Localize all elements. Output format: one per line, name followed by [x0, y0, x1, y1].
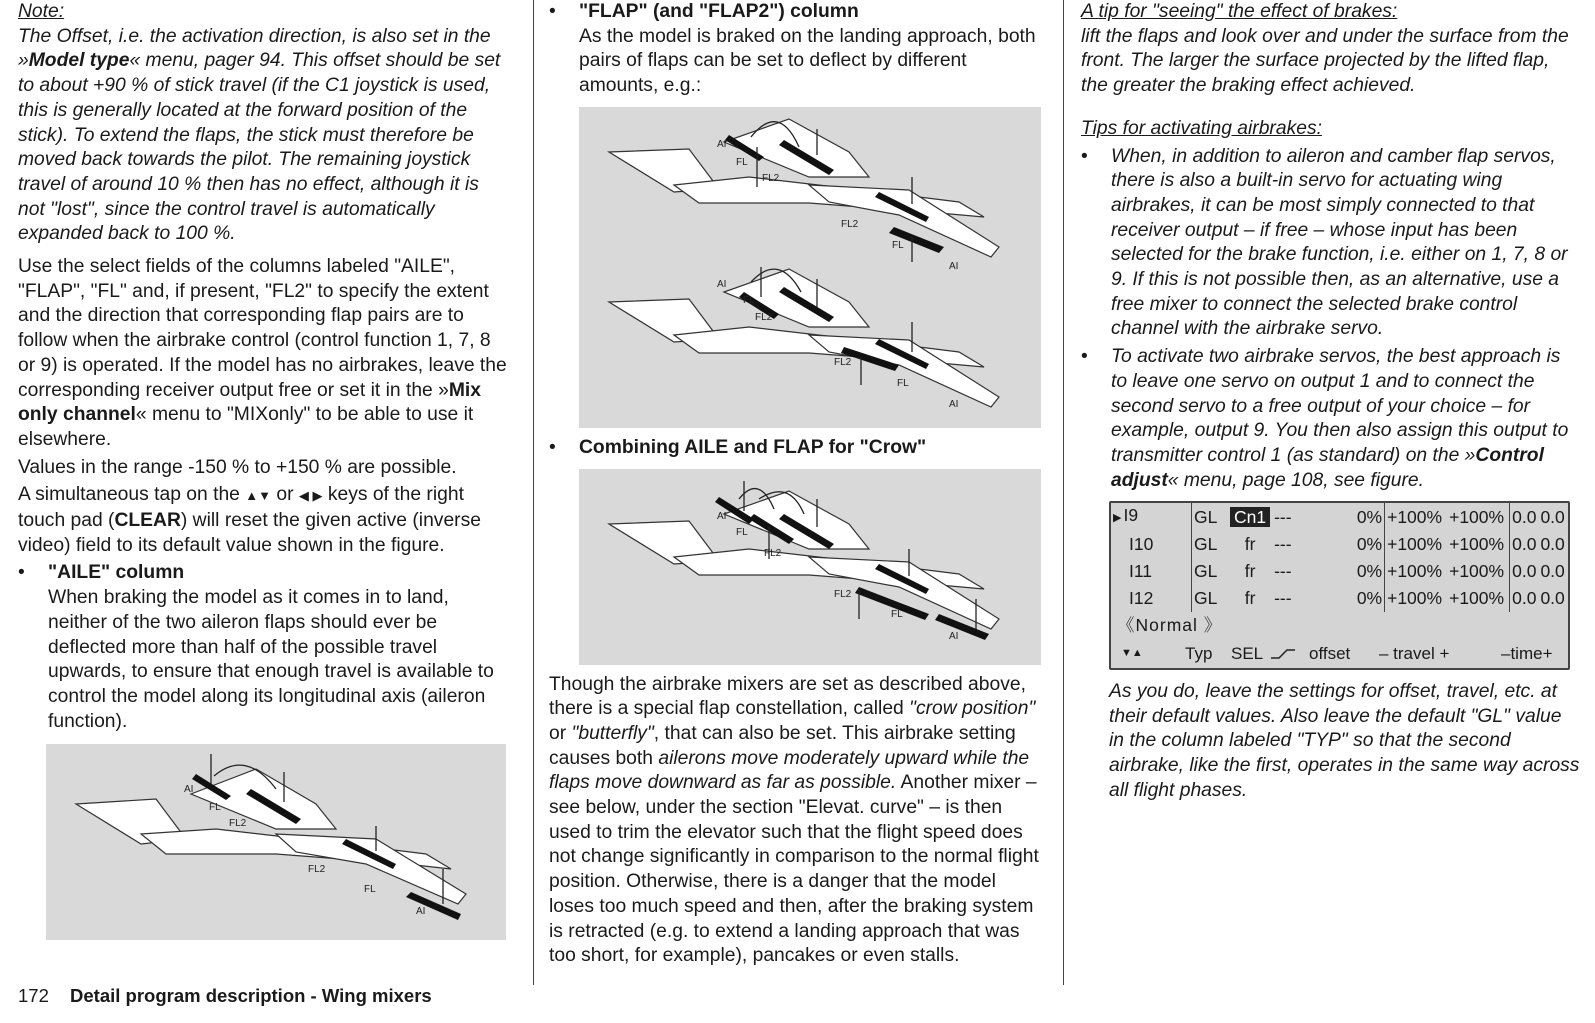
dash-cell[interactable]: --- — [1274, 534, 1292, 555]
header-travel: – travel + — [1379, 644, 1450, 664]
time-up-cell[interactable]: 0.0 — [1510, 585, 1539, 612]
airbrake-tip-2: • To activate two airbrake servos, the best approach is to leave one servo on output 1 and to connect the second servo to a free output of your choice – for example, output 9. You then also assign this output to transmitter control 1 (as standard) on the »Control adjust« menu, page 108, see figure. — [1081, 346, 1569, 491]
label-ai: AI — [184, 784, 194, 796]
airbrake-tips-label: Tips for activating airbrakes: — [1081, 117, 1322, 139]
offset-cell[interactable]: 0% — [1356, 534, 1383, 555]
offset-cell[interactable]: 0% — [1356, 588, 1383, 609]
control-adjust-table — [1111, 503, 1568, 612]
left-right-keys-icon: ◀ ▶ — [298, 488, 323, 504]
screen-header-row — [1111, 639, 1568, 668]
label-fl: FL — [364, 884, 376, 896]
column-divider — [1063, 0, 1064, 985]
section-title: Detail program description - Wing mixers — [70, 985, 432, 1006]
channel-row[interactable] — [1111, 531, 1568, 558]
sel-cell[interactable]: fr — [1244, 561, 1256, 582]
aile-column-heading: "AILE" column — [48, 562, 185, 584]
travel-plus-cell[interactable]: +100% — [1449, 534, 1505, 555]
label-fl: FL — [736, 156, 748, 168]
crow-paragraph: Though the airbrake mixers are set as described above, there is a special flap constellation, called "crow position" or "butterfly", that can also be set. This airbrake setting causes both ailerons move moderately upward while the flaps move downward as far as possible. Another mixer – see below, under the section "Elevat. curve" – is then used to trim the elevator such that the flight speed does not change significantly in comparison to the normal flight position. Otherwise, there is a danger that the model loses too much speed and then, after the braking system is retracted (e.g. to extend a landing approach that was too short, for example), pancakes or even stalls. — [549, 673, 1039, 967]
time-down-cell[interactable]: 0.0 — [1540, 561, 1565, 582]
dash-cell[interactable]: --- — [1274, 506, 1292, 527]
typ-cell[interactable]: GL — [1192, 531, 1229, 558]
time-up-cell[interactable]: 0.0 — [1510, 558, 1539, 585]
aile-column-bullet: • "AILE" column When braking the model as it comes in to land, neither of the two aileron flaps should ever be deflected more than half of the possible travel upwards, to ensure that enough travel is available to control the model along its longitudinal axis (aileron function). — [18, 562, 494, 732]
label-fl2: FL2 — [308, 864, 326, 876]
column-divider — [533, 0, 534, 985]
input-cell[interactable]: ▶ I9 — [1113, 505, 1139, 526]
input-cell[interactable]: I11 — [1129, 561, 1153, 582]
typ-cell[interactable]: GL — [1192, 503, 1229, 531]
dash-cell[interactable]: --- — [1274, 588, 1292, 609]
travel-plus-cell[interactable]: +100% — [1449, 588, 1505, 609]
time-down-cell[interactable]: 0.0 — [1540, 534, 1565, 555]
flap-figure — [579, 107, 1041, 428]
crow-bullet: • Combining AILE and FLAP for "Crow" — [549, 436, 927, 458]
cursor-arrow-icon: ▶ — [1113, 512, 1122, 525]
dash-cell[interactable]: --- — [1274, 561, 1292, 582]
label-ai: AI — [717, 278, 727, 290]
label-fl: FL — [892, 239, 904, 251]
menu-ref-mix-only: Mix only channel — [18, 379, 482, 426]
brake-tip-paragraph: A tip for "seeing" the effect of brakes: lift the flaps and look over and under the surface from the front. The larger the surface projected by the lifted flap, the greater the braking effect achieved. — [1081, 1, 1569, 97]
label-fl2: FL2 — [834, 588, 852, 600]
sel-cell[interactable]: fr — [1244, 588, 1256, 609]
value-range-paragraph: Values in the range -150 % to +150 % are possible. — [18, 456, 457, 478]
control-adjust-screen — [1109, 501, 1570, 670]
label-fl: FL — [743, 294, 755, 306]
label-ai: AI — [416, 906, 426, 918]
offset-cell[interactable]: 0% — [1356, 506, 1383, 527]
label-ai: AI — [949, 398, 959, 410]
crow-heading: Combining AILE and FLAP for "Crow" — [579, 436, 927, 458]
typ-cell[interactable]: GL — [1192, 585, 1229, 612]
clear-paragraph: A simultaneous tap on the ▲▼ or ◀ ▶ keys of the right touch pad (CLEAR) will reset the given active (inverse video) field to its default value shown in the figure. — [18, 484, 481, 556]
label-ai: AI — [949, 630, 959, 642]
column-left — [18, 0, 508, 940]
label-ai: AI — [949, 260, 959, 272]
menu-ref-model-type: Model type — [28, 50, 130, 72]
nav-arrows-icon: ▼▲ — [1121, 647, 1143, 660]
label-fl2: FL2 — [764, 547, 782, 559]
after-figure-paragraph: As you do, leave the settings for offset, travel, etc. at their default values. Also leave the default "GL" value in the column labeled "TYP" so that the second airbrake, like the first, operates in the same way across all flight phases. — [1109, 681, 1580, 801]
page-footer — [18, 985, 432, 1007]
label-fl2: FL2 — [229, 818, 247, 830]
label-ai: AI — [717, 138, 727, 150]
flap-column-heading: "FLAP" (and "FLAP2") column — [579, 1, 859, 22]
time-up-cell[interactable]: 0.0 — [1510, 531, 1539, 558]
typ-cell[interactable]: GL — [1192, 558, 1229, 585]
label-ai: AI — [717, 510, 727, 522]
glider-crow-illustration — [579, 469, 1041, 665]
crow-figure — [579, 469, 1041, 665]
offset-cell[interactable]: 0% — [1356, 561, 1383, 582]
note-paragraph: Note: The Offset, i.e. the activation direction, is also set in the »Model type« menu, pager 94. This offset should be set to about +90 % of stick travel (if the C1 joystick is used, this is generally located at the forward position of the stick). To extend the flaps, the stick must therefore be moved back towards the pilot. The remaining joystick travel of around 10 % then has no effect, although it is not "lost", since the control travel is automatically expanded back to 100 %. — [18, 1, 501, 245]
curve-icon — [1269, 646, 1297, 662]
header-typ: Typ — [1185, 644, 1213, 664]
menu-ref-control-adjust: Control adjust — [1111, 444, 1544, 491]
travel-minus-cell[interactable]: +100% — [1385, 558, 1448, 585]
header-time: –time+ — [1501, 644, 1553, 664]
travel-minus-cell[interactable]: +100% — [1385, 531, 1448, 558]
label-fl: FL — [891, 608, 903, 620]
time-up-cell[interactable]: 0.0 — [1510, 503, 1539, 531]
column-right — [1081, 0, 1581, 804]
travel-plus-cell[interactable]: +100% — [1449, 506, 1505, 527]
sel-cell[interactable]: fr — [1244, 534, 1256, 555]
label-fl2: FL2 — [762, 172, 780, 184]
travel-minus-cell[interactable]: +100% — [1385, 585, 1448, 612]
up-down-keys-icon: ▲▼ — [245, 488, 271, 504]
column-middle — [549, 0, 1043, 972]
note-label: Note: — [18, 1, 65, 22]
label-fl2: FL2 — [755, 311, 773, 323]
glider-aile-illustration — [46, 744, 506, 940]
aile-figure — [46, 744, 506, 940]
travel-plus-cell[interactable]: +100% — [1449, 561, 1505, 582]
channel-row[interactable] — [1111, 558, 1568, 585]
select-fields-paragraph: Use the select fields of the columns labeled "AILE", "FLAP", "FL" and, if present, "FL2" to specify the extent and the direction that corresponding flap pairs are to follow when the airbrake control (control function 1, 7, 8 or 9) is operated. If the model has no airbrakes, leave the corresponding receiver output free or set it in the »Mix only channel« menu to "MIXonly" to be able to use it elsewhere. — [18, 256, 507, 450]
header-sel: SEL — [1231, 644, 1264, 664]
label-fl2: FL2 — [841, 218, 859, 230]
brake-tip-label: A tip for "seeing" the effect of brakes: — [1081, 1, 1398, 22]
label-fl: FL — [897, 377, 909, 389]
header-offset: offset — [1309, 644, 1351, 664]
sel-cell[interactable]: Cn1 — [1228, 503, 1272, 531]
phase-name: 《Normal 》 — [1117, 615, 1223, 636]
input-cell[interactable]: I12 — [1129, 588, 1154, 609]
flap-column-bullet: • "FLAP" (and "FLAP2") column As the model is braked on the landing approach, both pairs of flaps can be set to deflect by different amounts, e.g.: — [549, 1, 1036, 97]
channel-row[interactable] — [1111, 503, 1568, 531]
page-number: 172 — [18, 985, 49, 1006]
glider-flap-illustration — [579, 107, 1041, 428]
time-down-cell[interactable]: 0.0 — [1540, 588, 1565, 609]
input-cell[interactable]: I10 — [1129, 534, 1154, 555]
time-down-cell[interactable]: 0.0 — [1540, 506, 1565, 527]
label-fl: FL — [736, 526, 748, 538]
airbrake-tip-1: • When, in addition to aileron and camber flap servos, there is also a built-in servo for actuating wing airbrakes, it can be most simply connected to that receiver output – if free – whose input has been selected for the brake function, i.e. either on 1, 7, 8 or 9. If this is not possible then, as an alternative, use a free mixer to connect the selected brake control channel with the airbrake servo. — [1081, 145, 1568, 340]
label-fl2: FL2 — [834, 356, 852, 368]
label-fl: FL — [209, 802, 221, 814]
channel-row[interactable] — [1111, 585, 1568, 612]
travel-minus-cell[interactable]: +100% — [1385, 503, 1448, 531]
